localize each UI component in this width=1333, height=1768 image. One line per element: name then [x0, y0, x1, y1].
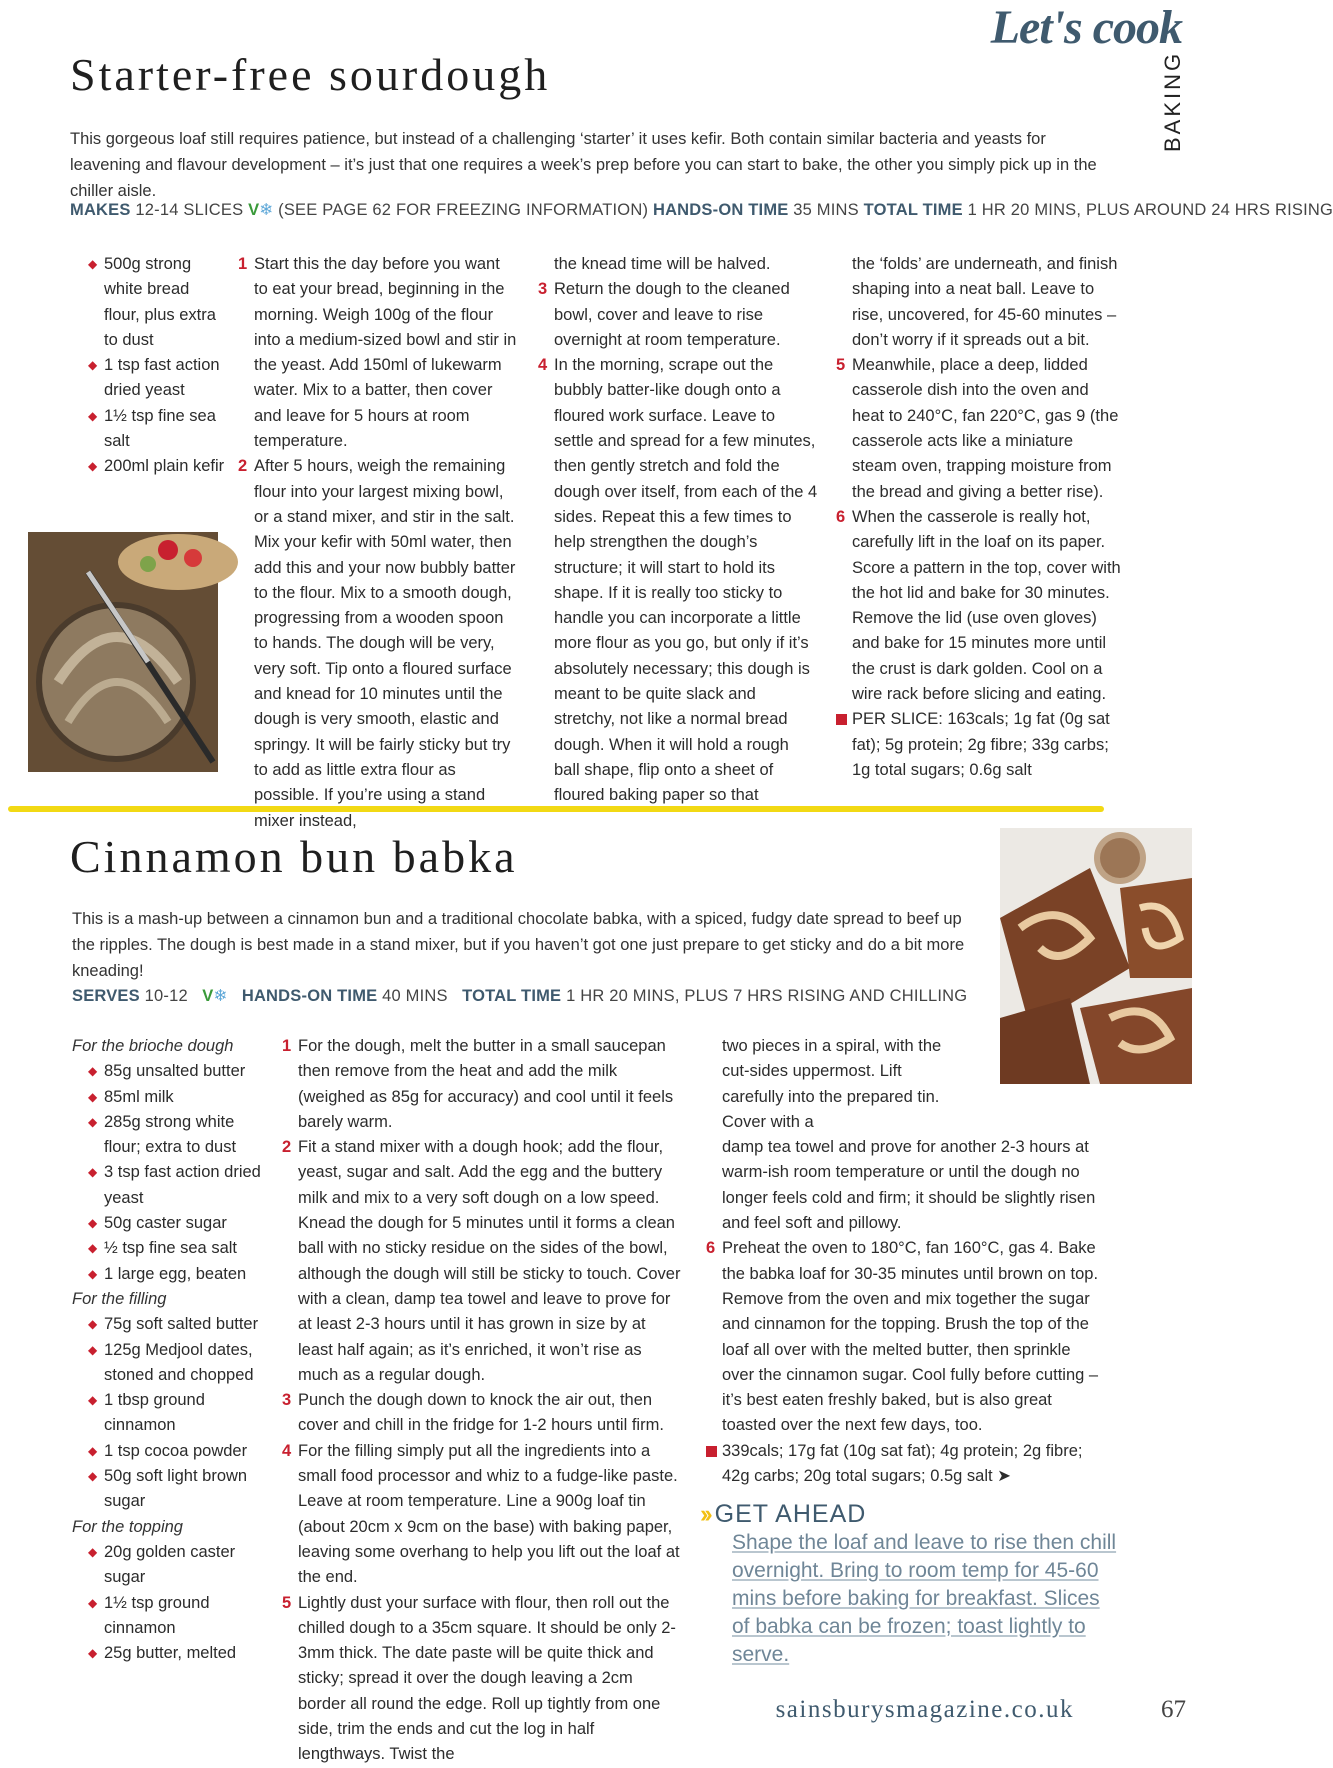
- recipe2-intro: This is a mash-up between a cinnamon bun and a traditional chocolate babka, with a spiced, fudgy date spread to beef up the ripples. The dough is best made in a stand mixer, but if you haven’t got one just prepare to get sticky and do a bit more kneading!: [72, 910, 965, 980]
- method-step: 2 After 5 hours, weigh the remaining flour into your largest mixing bowl, or a stand mixer, and stir in the salt. Mix your kefir with 50ml water, then add this and your now bubbly batter to the flour. Mix to a smooth dough, progressing from a wooden spoon to hands. The dough will be very, very soft. Tip onto a floured surface and knead for 10 minutes until the dough is very smooth, elastic and springy. It will be fairly sticky but try to add as little extra flour as possible. If you’re using a stand mixer instead,: [238, 457, 516, 830]
- ingredient: ◆ 25g butter, melted: [88, 1641, 268, 1666]
- ingredient: ◆ 1 tsp fast action dried yeast: [88, 353, 228, 404]
- method-step: 2 Fit a stand mixer with a dough hook; add the flour, yeast, sugar and salt. Add the egg and the buttery milk and mix to a very soft dough on a low speed. Knead the dough for 5 minutes until it forms a clean ball with no sticky residue on the sides of the bowl, although the dough will still be sticky to touch. Cover with a clean, damp tea towel and leave to prove for at least 2-3 hours until it has grown in size by at least half again; as it’s enriched, it won’t rise as much as a regular dough.: [282, 1138, 681, 1384]
- method-step: 1 For the dough, melt the butter in a small saucepan then remove from the heat and add the milk (weighed as 85g for accuracy) and cool until it feels barely warm.: [282, 1037, 674, 1131]
- snowflake-icon: ❄: [213, 987, 228, 1005]
- method-step: 5 Meanwhile, place a deep, lidded casserole dish into the oven and heat to 240°C, fan 220°C, gas 9 (the casserole acts like a miniature steam oven, trapping moisture from the bread and giving a better rise).: [836, 356, 1119, 501]
- section-divider: [8, 806, 1104, 812]
- ingredient: ◆ 50g caster sugar: [88, 1211, 268, 1236]
- recipe2-ingredients: [72, 1034, 268, 1666]
- ingredient-group-title: For the brioche dough: [72, 1037, 234, 1055]
- recipe1-intro: This gorgeous loaf still requires patience, but instead of a challenging ‘starter’ it uses kefir. Both contain similar bacteria and yeasts for leavening and flavour development – it’s just that one requires a week’s prep before you can start to bake, the other you simply pick up in the chiller aisle.: [70, 130, 1097, 200]
- recipe2-method-col2: two pieces in a spiral, with the cut-sides uppermost. Lift carefully into the prepared tin. Cover with a damp tea towel and prove for another 2-3 hours at warm-ish room temperature or until the dough no longer feels cold and firm; it should be slightly risen and feel soft and pillowy. 6 Preheat the oven to 180°C, fan 160°C, gas 4. Bake the babka loaf for 30-35 minutes until brown on top. Remove from the oven and mix together the sugar and cinnamon for the topping. Brush the top of the loaf all over with the melted butter, then sprinkle over the cinnamon sugar. Cool fully before cutting – it’s best eaten freshly baked, but is also great toasted over the next few days, too. 339cals; 17g fat (10g sat fat); 4g protein; 2g fibre; 42g carbs; 20g total sugars; 0.5g salt ➤: [706, 1034, 1106, 1489]
- ingredient: ◆ 1 large egg, beaten: [88, 1262, 268, 1287]
- ingredient: ◆ 500g strong white bread flour, plus extra to dust: [88, 252, 228, 353]
- ingredient: ◆ 75g soft salted butter: [88, 1312, 268, 1337]
- ingredient: ◆ 125g Medjool dates, stoned and chopped: [88, 1338, 268, 1389]
- ingredient: ◆ 3 tsp fast action dried yeast: [88, 1160, 268, 1211]
- recipe2-method-col1: [282, 1034, 682, 1768]
- method-step: 3 Punch the dough down to knock the air out, then cover and chill in the fridge for 1-2 hours until firm.: [282, 1391, 664, 1435]
- ingredient-group-title: For the filling: [72, 1289, 167, 1308]
- ingredient: ◆ 50g soft light brown sugar: [88, 1464, 268, 1515]
- ingredient: ◆ 20g golden caster sugar: [88, 1540, 268, 1591]
- method-step: 4 For the filling simply put all the ingredients into a small food processor and whiz to a fudge-like paste. Leave at room temperature. Line a 900g loaf tin (about 20cm x 9cm on the base) with baking paper, leaving some overhang to help you lift out the loaf at the end.: [282, 1441, 680, 1587]
- get-ahead-box: [700, 1500, 1120, 1669]
- ingredient: ◆ ½ tsp fine sea salt: [88, 1236, 268, 1261]
- ingredient: ◆ 85ml milk: [88, 1085, 268, 1110]
- recipe1-nutrition: PER SLICE: 163cals; 1g fat (0g sat fat); 5g protein; 2g fibre; 33g carbs; 1g total sugars; 0.6g salt: [836, 707, 1122, 783]
- ingredient: ◆ 1½ tsp fine sea salt: [88, 404, 228, 455]
- page-number: 67: [1161, 1696, 1186, 1723]
- method-step: 6 When the casserole is really hot, carefully lift in the loaf on its paper. Score a pattern in the top, cover with the hot lid and bake for 30 minutes. Remove the lid (use oven gloves) and bake for 15 minutes more until the crust is dark golden. Cool on a wire rack before slicing and eating.: [836, 507, 1121, 704]
- red-square-icon: [836, 714, 847, 725]
- ingredient-group-title: For the topping: [72, 1517, 183, 1536]
- ingredient: ◆ 1 tsp cocoa powder: [88, 1439, 268, 1464]
- snowflake-icon: ❄: [259, 201, 274, 219]
- method-step: 5 Lightly dust your surface with flour, then roll out the chilled dough to a 35cm square. It should be only 2-3mm thick. The date paste will be quite thick and sticky; spread it over the dough leaving a 2cm border all round the edge. Roll up tightly from one side, trim the ends and cut the log in half lengthways. Twist the: [282, 1593, 676, 1764]
- ingredient: ◆ 200ml plain kefir: [88, 454, 228, 479]
- recipe1-method-col3: the ‘folds’ are underneath, and finish shaping into a neat ball. Leave to rise, uncovered, for 45-60 minutes – don’t worry if it spreads out a bit. 5 Meanwhile, place a deep, lidded casserole dish into the oven and heat to 240°C, fan 220°C, gas 9 (the casserole acts like a miniature steam oven, trapping moisture from the bread and giving a better rise). 6 When the casserole is really hot, carefully lift in the loaf on its paper. Score a pattern in the top, cover with the hot lid and bake for 30 minutes. Remove the lid (use oven gloves) and bake for 15 minutes more until the crust is dark golden. Cool on a wire rack before slicing and eating. PER SLICE: 163cals; 1g fat (0g sat fat); 5g protein; 2g fibre; 33g carbs; 1g total sugars; 0.6g salt: [836, 252, 1122, 783]
- ingredient: ◆ 285g strong white flour; extra to dust: [88, 1110, 268, 1161]
- get-ahead-title: ›› GET AHEAD: [700, 1500, 867, 1528]
- get-ahead-text: Shape the loaf and leave to rise then chill overnight. Bring to room temp for 45-60 mins before baking for breakfast. Slices of babka can be frozen; toast lightly to serve.: [732, 1531, 1117, 1666]
- brand-title: Let's cook: [990, 1, 1182, 54]
- recipe1-meta: MAKES 12-14 SLICES V❄ (SEE PAGE 62 FOR FREEZING INFORMATION) HANDS-ON TIME 35 MINS TOTAL TIME 1 HR 20 MINS, PLUS AROUND 24 HRS RISING: [70, 201, 1333, 219]
- red-square-icon: [706, 1446, 717, 1457]
- recipe2-nutrition: 339cals; 17g fat (10g sat fat); 4g protein; 2g fibre; 42g carbs; 20g total sugars; 0.5g salt ➤: [706, 1439, 1106, 1490]
- recipe2-title: Cinnamon bun babka: [70, 831, 518, 882]
- method-step: 1 Start this the day before you want to eat your bread, beginning in the morning. Weigh 100g of the flour into a medium-sized bowl and stir in the yeast. Add 150ml of lukewarm water. Mix to a batter, then cover and leave for 5 hours at room temperature.: [238, 255, 517, 451]
- recipe1-title: Starter-free sourdough: [70, 49, 551, 100]
- recipe1-method-col2: the knead time will be halved. 3 Return the dough to the cleaned bowl, cover and leave to rise overnight at room temperature. 4 In the morning, scrape out the bubbly batter-like dough onto a floured work surface. Leave to settle and spread for a few minutes, then gently stretch and fold the dough over itself, from each of the 4 sides. Repeat this a few times to help strengthen the dough’s structure; it will start to hold its shape. If it is really too sticky to handle you can incorporate a little more flour as you go, but only if it’s absolutely necessary; this dough is meant to be quite slack and stretchy, not like a normal bread dough. When it will hold a rough ball shape, flip onto a sheet of floured baking paper so that: [538, 252, 818, 809]
- ingredient: ◆ 1½ tsp ground cinnamon: [88, 1591, 268, 1642]
- section-label: BAKING: [1160, 50, 1185, 152]
- sourdough-photo: [28, 532, 218, 772]
- ingredient: ◆ 1 tbsp ground cinnamon: [88, 1388, 268, 1439]
- footer-site: sainsburysmagazine.co.uk: [775, 1696, 1074, 1723]
- double-chevron-icon: ››: [700, 1500, 709, 1528]
- recipe2-meta: SERVES 10-12 V❄ HANDS-ON TIME 40 MINS TOTAL TIME 1 HR 20 MINS, PLUS 7 HRS RISING AND CHILLING: [72, 987, 968, 1005]
- method-step: 3 Return the dough to the cleaned bowl, cover and leave to rise overnight at room temperature.: [538, 280, 790, 349]
- recipe1-method-col1: [238, 252, 518, 834]
- method-step: 6 Preheat the oven to 180°C, fan 160°C, gas 4. Bake the babka loaf for 30-35 minutes until brown on top. Remove from the oven and mix together the sugar and cinnamon for the topping. Brush the top of the loaf all over with the melted butter, then sprinkle over the cinnamon sugar. Cool fully before cutting – it’s best eaten freshly baked, but is also great toasted over the next few days, too.: [706, 1239, 1099, 1435]
- method-step: 4 In the morning, scrape out the bubbly batter-like dough onto a floured work surface. Leave to settle and spread for a few minutes, then gently stretch and fold the dough over itself, from each of the 4 sides. Repeat this a few times to help strengthen the dough’s structure; it will start to hold its shape. If it is really too sticky to handle you can incorporate a little more flour as you go, but only if it’s absolutely necessary; this dough is meant to be quite slack and stretchy, not like a normal bread dough. When it will hold a rough ball shape, flip onto a sheet of floured baking paper so that: [538, 356, 818, 805]
- ingredient: ◆ 85g unsalted butter: [88, 1059, 268, 1084]
- recipe1-ingredients: [88, 252, 228, 480]
